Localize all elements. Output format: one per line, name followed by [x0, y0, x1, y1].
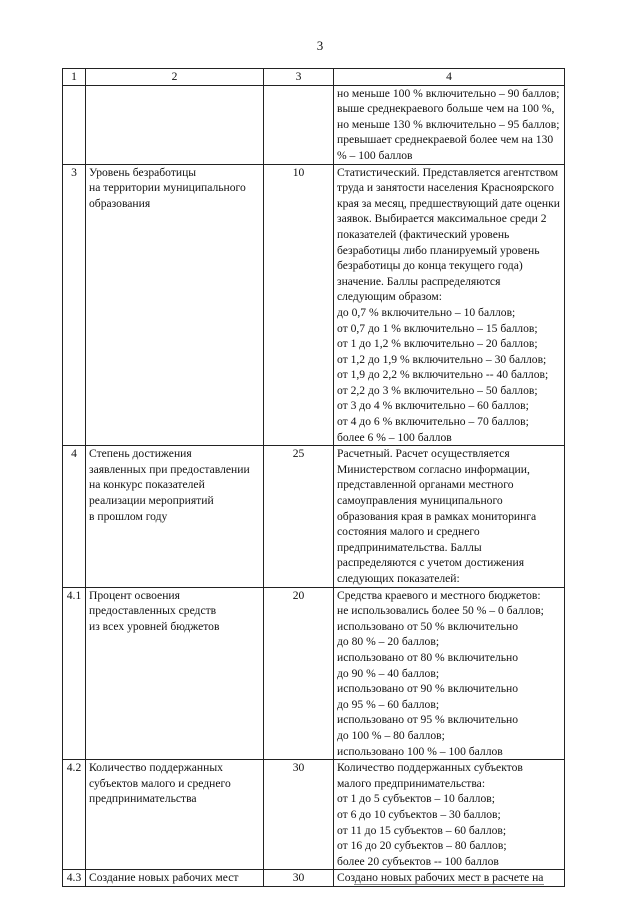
description-line: использовано от 80 % включительно [337, 650, 519, 664]
page-number: 3 [316, 38, 324, 53]
description-line: показателей (фактический уровень [337, 227, 510, 241]
criterion-name-line: Степень достижения [89, 447, 192, 461]
criterion-name-line: из всех уровней бюджетов [89, 619, 220, 633]
description-line: труда и занятости населения Красноярского [337, 181, 554, 195]
criterion-name-line: образования [89, 196, 151, 210]
description-line: малого предпринимательства: [337, 776, 486, 790]
description-line: края за месяц, предшествующий дате оценки [337, 196, 560, 210]
description-line: превышает среднекраевой более чем на 130 [337, 133, 554, 147]
description-line: но меньше 130 % включительно – 95 баллов; [337, 117, 560, 131]
criterion-name-line: предоставленных средств [89, 604, 217, 618]
max-points: 30 [264, 760, 334, 870]
description-line: предпринимательства. Баллы [337, 540, 482, 554]
criterion-name-line: реализации мероприятий [89, 494, 214, 508]
description-line: не использовались более 50 % – 0 баллов; [337, 604, 544, 618]
criterion-name [86, 164, 264, 446]
description-line: от 4 до 6 % включительно – 70 баллов; [337, 415, 529, 429]
row-number: 4 [63, 446, 86, 587]
criterion-name-line: Уровень безработицы [89, 165, 197, 179]
criterion-name-line: субъектов малого и среднего [89, 776, 231, 790]
row-number: 3 [63, 164, 86, 446]
description-line: от 1,9 до 2,2 % включительно -- 40 баллов; [337, 368, 549, 382]
criterion-name-line: в прошлом году [89, 509, 168, 523]
description-line: выше среднекраевого больше чем на 100 %, [337, 102, 555, 116]
max-points: 30 [264, 870, 334, 887]
max-points [264, 85, 334, 164]
max-points: 20 [264, 587, 334, 760]
description-line: значение. Баллы распределяются [337, 274, 501, 288]
calculation-description [334, 760, 565, 870]
criterion-name [86, 85, 264, 164]
criterion-name-line: Создание новых рабочих мест [89, 871, 239, 885]
description-line: Статистический. Представляется агентством [337, 165, 559, 179]
criterion-name-line: заявленных при предоставлении [89, 462, 250, 476]
description-line: от 6 до 10 субъектов – 30 баллов; [337, 807, 501, 821]
description-line: использовано 100 % – 100 баллов [337, 744, 503, 758]
calculation-description [334, 164, 565, 446]
criterion-name-line: на территории муниципального [89, 181, 246, 195]
criteria-table [62, 68, 565, 887]
description-line: представленной органами местного [337, 478, 514, 492]
table-row [63, 446, 565, 587]
description-line: от 2,2 до 3 % включительно – 50 баллов; [337, 383, 538, 397]
description-line: до 0,7 % включительно – 10 баллов; [337, 305, 516, 319]
description-line: образования края в рамках мониторинга [337, 509, 537, 523]
description-line: состояния малого и среднего [337, 525, 480, 539]
max-points: 25 [264, 446, 334, 587]
description-line: от 11 до 15 субъектов – 60 баллов; [337, 823, 507, 837]
description-line: самоуправления муниципального [337, 494, 503, 508]
row-number: 4.3 [63, 870, 86, 887]
row-number [63, 85, 86, 164]
description-line: от 1 до 5 субъектов – 10 баллов; [337, 792, 495, 806]
description-line: от 16 до 20 субъектов – 80 баллов; [337, 839, 507, 853]
max-points: 10 [264, 164, 334, 446]
column-header-3: 3 [264, 69, 334, 86]
column-header-2: 2 [86, 69, 264, 86]
description-line: более 20 субъектов -- 100 баллов [337, 854, 499, 868]
description-line: Средства краевого и местного бюджетов: [337, 588, 541, 602]
description-line: безработицы до конца текущего года) [337, 259, 523, 273]
description-line: от 0,7 до 1 % включительно – 15 баллов; [337, 321, 538, 335]
table-header-row [63, 69, 565, 86]
criterion-name [86, 870, 264, 887]
criterion-name [86, 587, 264, 760]
column-header-1: 1 [63, 69, 86, 86]
table-row [63, 164, 565, 446]
description-line: до 95 % – 60 баллов; [337, 697, 440, 711]
description-line: от 1,2 до 1,9 % включительно – 30 баллов; [337, 352, 547, 366]
criterion-name-line: Процент освоения [89, 588, 180, 602]
description-line: использовано от 95 % включительно [337, 713, 519, 727]
table-row [63, 760, 565, 870]
description-line: от 1 до 1,2 % включительно – 20 баллов; [337, 337, 538, 351]
description-line: Расчетный. Расчет осуществляется [337, 447, 510, 461]
calculation-description [334, 85, 565, 164]
description-line: безработицы либо планируемый уровень [337, 243, 540, 257]
description-line: более 6 % – 100 баллов [337, 430, 452, 444]
description-line: но меньше 100 % включительно – 90 баллов; [337, 86, 560, 100]
description-line: использовано от 90 % включительно [337, 682, 519, 696]
description-line: % – 100 баллов [337, 148, 413, 162]
description-line: следующим образом: [337, 290, 442, 304]
description-line: Количество поддержанных субъектов [337, 761, 523, 775]
row-number: 4.2 [63, 760, 86, 870]
table-row [63, 587, 565, 760]
criterion-name [86, 446, 264, 587]
calculation-description [334, 587, 565, 760]
calculation-description [334, 446, 565, 587]
criterion-name-line: на конкурс показателей [89, 478, 205, 492]
description-line: Министерством согласно информации, [337, 462, 530, 476]
stamp-line [354, 884, 544, 893]
column-header-4: 4 [334, 69, 565, 86]
description-line: до 80 % – 20 баллов; [337, 635, 440, 649]
criterion-name-line: Количество поддержанных [89, 761, 223, 775]
description-line: использовано от 50 % включительно [337, 619, 519, 633]
description-line: от 3 до 4 % включительно – 60 баллов; [337, 399, 529, 413]
description-line: до 100 % – 80 баллов; [337, 728, 445, 742]
criterion-name [86, 760, 264, 870]
description-line: распределяются с учетом достижения [337, 556, 525, 570]
description-line: Создано новых рабочих мест в расчете на [337, 871, 544, 885]
description-line: до 90 % – 40 баллов; [337, 666, 440, 680]
criterion-name-line: предпринимательства [89, 792, 197, 806]
table-row [63, 85, 565, 164]
description-line: следующих показателей: [337, 572, 460, 585]
description-line: заявок. Выбирается максимальное среди 2 [337, 212, 547, 226]
row-number: 4.1 [63, 587, 86, 760]
